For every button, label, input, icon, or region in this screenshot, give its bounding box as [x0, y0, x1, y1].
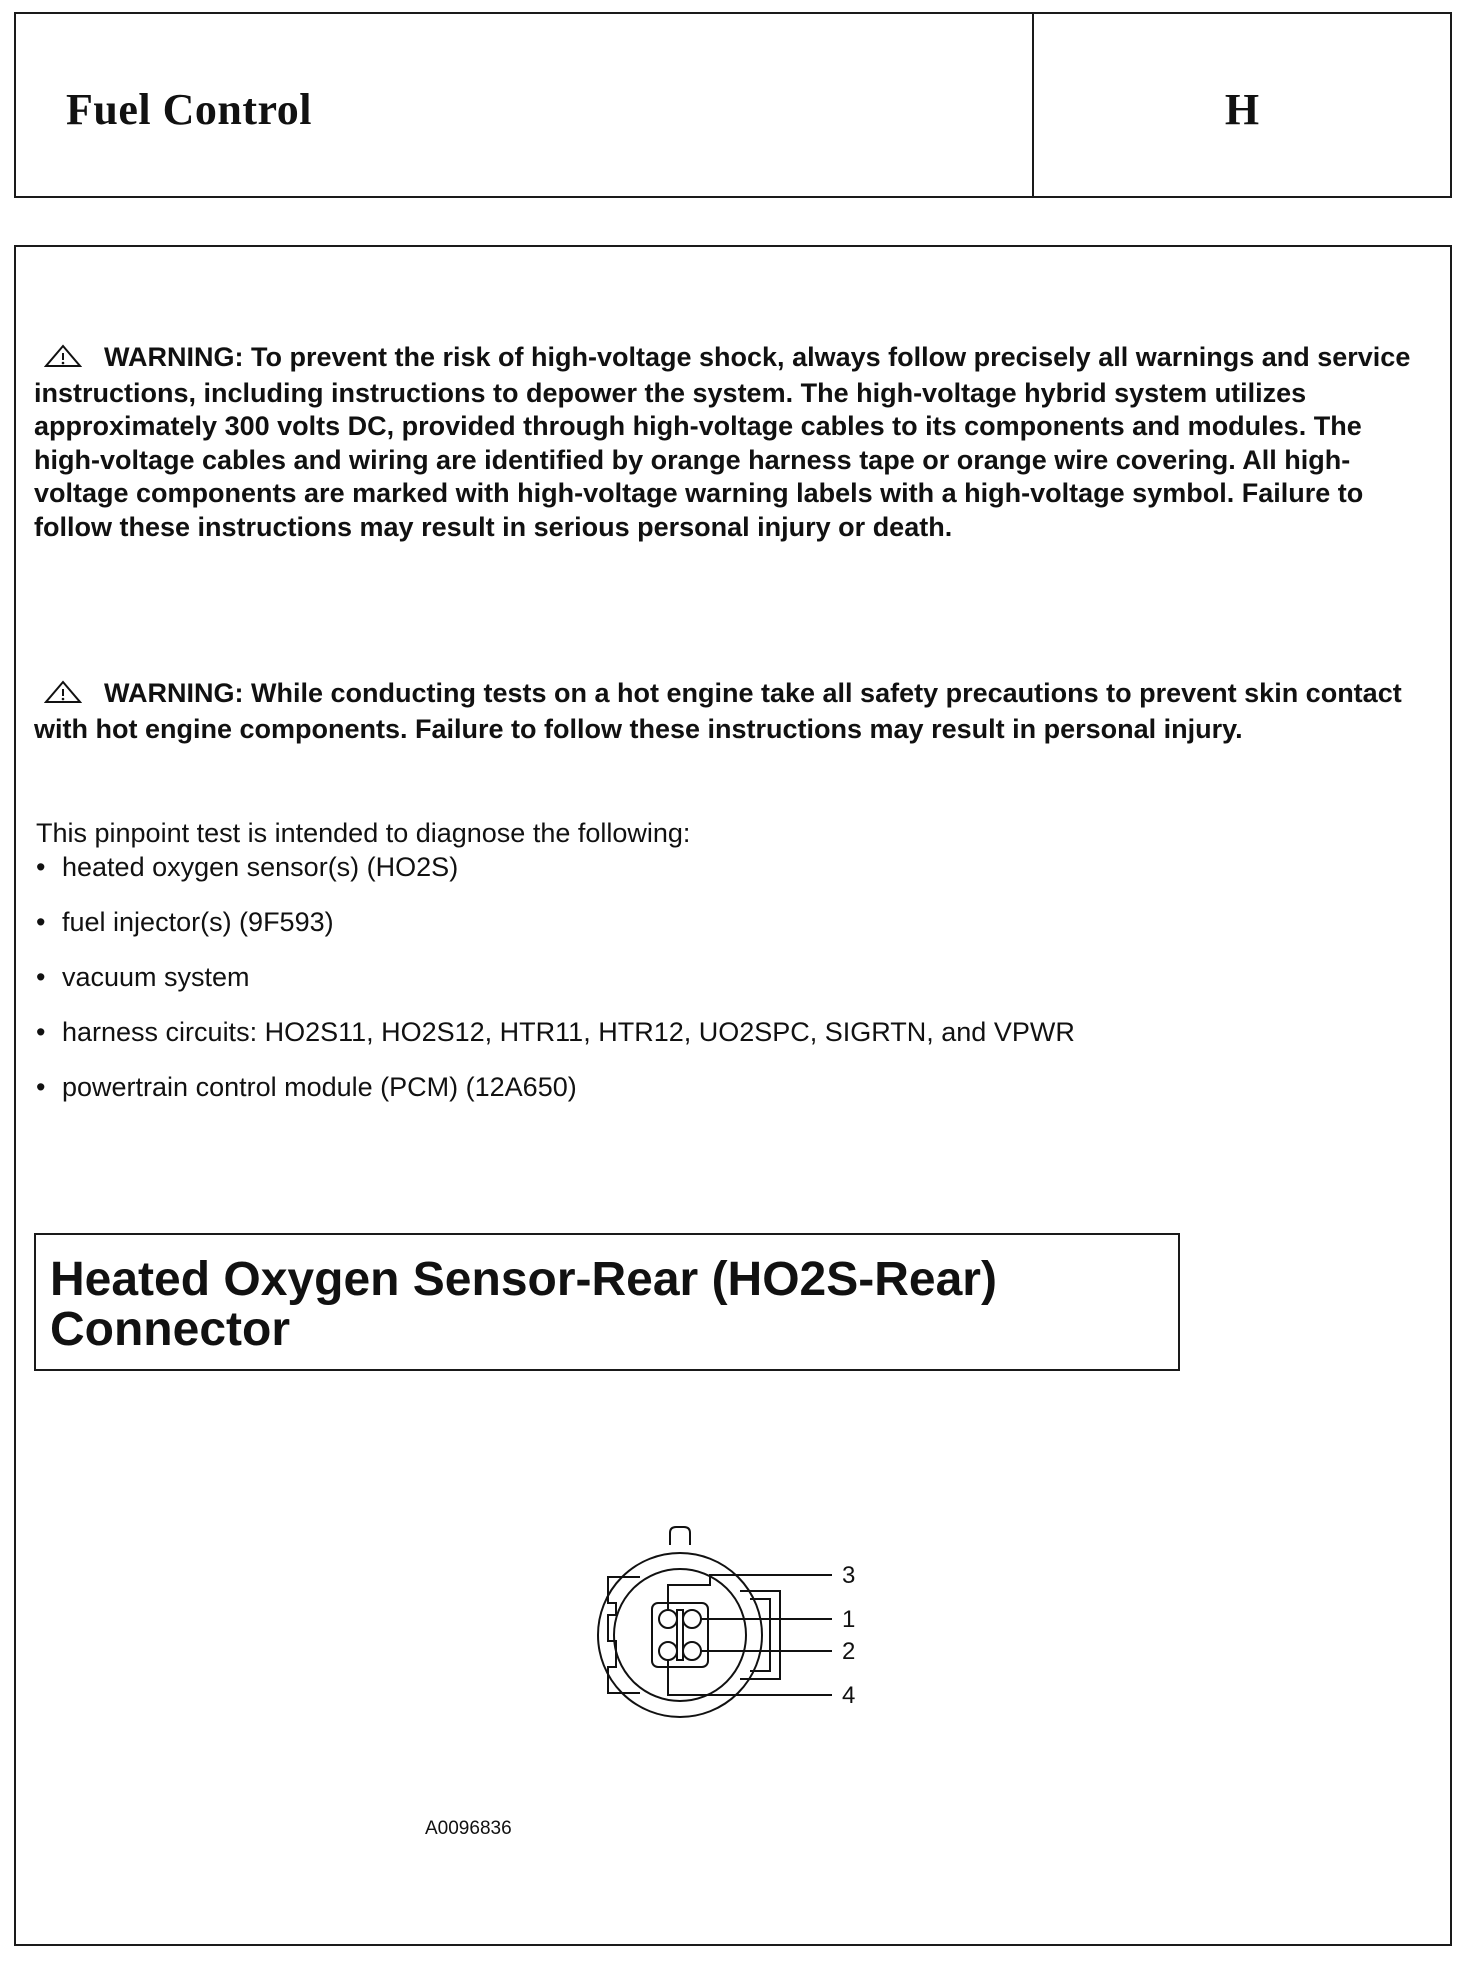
pin-2 [683, 1642, 701, 1660]
warning-triangle-icon [44, 343, 82, 377]
connector-title: Heated Oxygen Sensor-Rear (HO2S-Rear) Connector [50, 1253, 997, 1356]
pin-3 [659, 1610, 677, 1628]
connector-latch [670, 1527, 690, 1545]
list-item: • fuel injector(s) (9F593) [36, 907, 334, 937]
pin-label-1: 1 [842, 1606, 856, 1633]
connector-diagram [580, 1515, 920, 1755]
pin-divider [677, 1610, 683, 1660]
list-item: • harness circuits: HO2S11, HO2S12, HTR11, HTR12, UO2SPC, SIGRTN, and VPWR [36, 1017, 1075, 1047]
connector-inner-ring [614, 1569, 746, 1701]
connector-title-box [34, 1233, 1180, 1371]
warning-high-voltage [34, 341, 1434, 544]
section-letter: H [1224, 85, 1260, 134]
connector-outer-ring [598, 1553, 762, 1717]
warning-text: WARNING: While conducting tests on a hot engine take all safety precautions to prevent skin contact with hot engine components. Failure to follow these instructions may result in personal injury. [34, 678, 1402, 744]
connector-body [608, 1577, 640, 1693]
pin-label-4: 4 [842, 1682, 856, 1709]
warning-text: WARNING: To prevent the risk of high-voltage shock, always follow precisely all warnings and service instructions, including instructions to depower the system. The high-voltage hybrid system utilizes approximately 300 volts DC, provided through high-voltage cables to its components and modules. The high-voltage cables and wiring are identified by orange harness tape or orange wire covering. All high-voltage components are marked with high-voltage warning labels with a high-voltage symbol. Failure to follow these instructions may result in serious personal injury or death. [34, 342, 1411, 542]
figure-id: A0096836 [425, 1818, 512, 1839]
pin-1 [683, 1610, 701, 1628]
intro-text: This pinpoint test is intended to diagnose the following: [36, 818, 691, 848]
list-item: • vacuum system [36, 962, 250, 992]
pin-4 [659, 1642, 677, 1660]
warning-hot-engine [34, 677, 1434, 746]
list-item: • heated oxygen sensor(s) (HO2S) [36, 852, 459, 882]
diagnosis-list [36, 850, 1075, 1125]
header-box [14, 12, 1452, 198]
pin-label-3: 3 [842, 1562, 856, 1589]
list-item: • powertrain control module (PCM) (12A650) [36, 1072, 577, 1102]
pin-label-2: 2 [842, 1638, 856, 1665]
page-title: Fuel Control [66, 85, 312, 134]
warning-triangle-icon [44, 679, 82, 713]
